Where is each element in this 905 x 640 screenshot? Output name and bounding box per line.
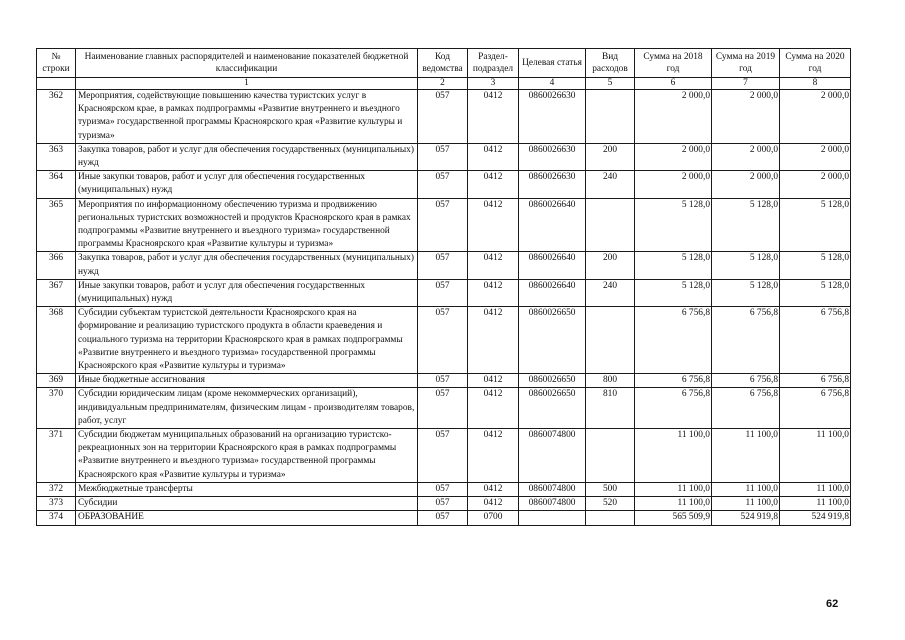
row-expense-type: 520: [586, 497, 635, 511]
row-name: Иные бюджетные ассигнования: [76, 374, 418, 388]
row-sum-2019: 5 128,0: [712, 279, 780, 306]
row-sum-2018: 11 100,0: [635, 429, 712, 483]
row-sum-2019: 2 000,0: [712, 171, 780, 198]
row-number: 374: [37, 511, 76, 525]
row-dept-code: 057: [418, 388, 468, 429]
row-sum-2020: 5 128,0: [780, 198, 851, 252]
page-number: 62: [826, 598, 839, 610]
row-name: Мероприятия, содействующие повышению качества туристских услуг в Красноярском крае, в рамках подпрограммы «Развитие внутреннего и въездного туризма» государственной программы Красноярского края «Развитие культуры и туризма»: [76, 90, 418, 144]
row-sum-2019: 6 756,8: [712, 388, 780, 429]
row-sum-2018: 5 128,0: [635, 198, 712, 252]
row-number: 362: [37, 90, 76, 144]
row-number: 363: [37, 143, 76, 170]
row-sum-2018: 11 100,0: [635, 497, 712, 511]
row-dept-code: 057: [418, 252, 468, 279]
row-sum-2020: 2 000,0: [780, 171, 851, 198]
row-sum-2020: 5 128,0: [780, 279, 851, 306]
table-row: [37, 252, 851, 279]
row-expense-type: 200: [586, 143, 635, 170]
row-name: Субсидии: [76, 497, 418, 511]
table-row: [37, 482, 851, 496]
row-dept-code: 057: [418, 143, 468, 170]
row-name: Субсидии субъектам туристской деятельности Красноярского края на формирование и реализацию туристского продукта в области краеведения и социального туризма на территории Красноярского края в рамках подпрограммы «Развитие внутреннего и въездного туризма» государственной программы Красноярского края «Развитие культуры и туризма»: [76, 307, 418, 374]
row-expense-type: 240: [586, 171, 635, 198]
row-expense-type: 800: [586, 374, 635, 388]
row-name: Иные закупки товаров, работ и услуг для обеспечения государственных (муниципальных) нужд: [76, 171, 418, 198]
table-row: [37, 429, 851, 483]
row-expense-type: 200: [586, 252, 635, 279]
row-target-item: 0860074800: [519, 497, 586, 511]
row-target-item: 0860026630: [519, 171, 586, 198]
row-dept-code: 057: [418, 429, 468, 483]
table-row: [37, 374, 851, 388]
row-sum-2019: 524 919,8: [712, 511, 780, 525]
column-number: 4: [519, 78, 586, 90]
table-row: [37, 307, 851, 374]
column-number: 6: [635, 78, 712, 90]
table-header-row: [37, 49, 851, 78]
row-sum-2018: 11 100,0: [635, 482, 712, 496]
row-dept-code: 057: [418, 90, 468, 144]
row-number: 364: [37, 171, 76, 198]
row-expense-type: [586, 198, 635, 252]
row-sum-2018: 6 756,8: [635, 307, 712, 374]
row-sum-2019: 6 756,8: [712, 307, 780, 374]
row-name: Закупка товаров, работ и услуг для обеспечения государственных (муниципальных) нужд: [76, 252, 418, 279]
row-section: 0412: [468, 90, 519, 144]
row-sum-2020: 6 756,8: [780, 388, 851, 429]
table-row: [37, 90, 851, 144]
row-target-item: [519, 511, 586, 525]
row-sum-2018: 5 128,0: [635, 279, 712, 306]
row-dept-code: 057: [418, 482, 468, 496]
row-sum-2020: 6 756,8: [780, 307, 851, 374]
row-target-item: 0860026630: [519, 90, 586, 144]
row-section: 0412: [468, 307, 519, 374]
row-name: Иные закупки товаров, работ и услуг для обеспечения государственных (муниципальных) нужд: [76, 279, 418, 306]
header-sum-2020: Сумма на 2020 год: [780, 49, 851, 78]
table-row: [37, 497, 851, 511]
row-target-item: 0860026650: [519, 374, 586, 388]
budget-table: [36, 48, 851, 526]
row-sum-2019: 11 100,0: [712, 429, 780, 483]
column-number-blank: [37, 78, 76, 90]
row-sum-2018: 2 000,0: [635, 171, 712, 198]
row-sum-2018: 6 756,8: [635, 374, 712, 388]
row-sum-2020: 2 000,0: [780, 143, 851, 170]
row-section: 0412: [468, 374, 519, 388]
row-number: 371: [37, 429, 76, 483]
header-sum-2019: Сумма на 2019 год: [712, 49, 780, 78]
row-expense-type: 500: [586, 482, 635, 496]
table-row: [37, 511, 851, 525]
column-number: 7: [712, 78, 780, 90]
row-sum-2019: 5 128,0: [712, 198, 780, 252]
row-name: Субсидии юридическим лицам (кроме некоммерческих организаций), индивидуальным предпринимателям, физическим лицам - производителям товаров, работ, услуг: [76, 388, 418, 429]
row-dept-code: 057: [418, 307, 468, 374]
row-sum-2019: 2 000,0: [712, 143, 780, 170]
row-sum-2020: 6 756,8: [780, 374, 851, 388]
table-row: [37, 279, 851, 306]
row-expense-type: [586, 307, 635, 374]
row-dept-code: 057: [418, 171, 468, 198]
row-name: ОБРАЗОВАНИЕ: [76, 511, 418, 525]
row-sum-2019: 11 100,0: [712, 497, 780, 511]
row-number: 373: [37, 497, 76, 511]
row-expense-type: [586, 511, 635, 525]
row-section: 0412: [468, 252, 519, 279]
row-target-item: 0860074800: [519, 429, 586, 483]
row-target-item: 0860026640: [519, 252, 586, 279]
header-row-number: № строки: [37, 49, 76, 78]
row-section: 0700: [468, 511, 519, 525]
row-target-item: 0860026640: [519, 198, 586, 252]
row-sum-2018: 2 000,0: [635, 90, 712, 144]
row-sum-2020: 5 128,0: [780, 252, 851, 279]
row-target-item: 0860026640: [519, 279, 586, 306]
row-target-item: 0860026650: [519, 388, 586, 429]
column-number-row: [37, 78, 851, 90]
column-number: 5: [586, 78, 635, 90]
row-dept-code: 057: [418, 497, 468, 511]
row-sum-2019: 5 128,0: [712, 252, 780, 279]
column-number: 2: [418, 78, 468, 90]
row-section: 0412: [468, 279, 519, 306]
row-number: 368: [37, 307, 76, 374]
row-expense-type: 810: [586, 388, 635, 429]
row-target-item: 0860074800: [519, 482, 586, 496]
header-name: Наименование главных распорядителей и наименование показателей бюджетной классификации: [76, 49, 418, 78]
row-number: 369: [37, 374, 76, 388]
row-expense-type: 240: [586, 279, 635, 306]
row-target-item: 0860026650: [519, 307, 586, 374]
row-sum-2020: 11 100,0: [780, 497, 851, 511]
row-number: 366: [37, 252, 76, 279]
header-sum-2018: Сумма на 2018 год: [635, 49, 712, 78]
row-expense-type: [586, 90, 635, 144]
row-number: 365: [37, 198, 76, 252]
row-number: 370: [37, 388, 76, 429]
row-dept-code: 057: [418, 279, 468, 306]
row-target-item: 0860026630: [519, 143, 586, 170]
row-sum-2018: 565 509,9: [635, 511, 712, 525]
table-row: [37, 198, 851, 252]
row-number: 367: [37, 279, 76, 306]
row-number: 372: [37, 482, 76, 496]
header-section: Раздел-подраздел: [468, 49, 519, 78]
row-section: 0412: [468, 388, 519, 429]
row-section: 0412: [468, 482, 519, 496]
row-sum-2020: 11 100,0: [780, 482, 851, 496]
row-sum-2018: 5 128,0: [635, 252, 712, 279]
row-sum-2019: 11 100,0: [712, 482, 780, 496]
row-name: Закупка товаров, работ и услуг для обеспечения государственных (муниципальных) нужд: [76, 143, 418, 170]
row-section: 0412: [468, 497, 519, 511]
row-sum-2018: 6 756,8: [635, 388, 712, 429]
row-dept-code: 057: [418, 374, 468, 388]
header-expense-type: Вид расходов: [586, 49, 635, 78]
row-section: 0412: [468, 171, 519, 198]
column-number: 8: [780, 78, 851, 90]
row-sum-2018: 2 000,0: [635, 143, 712, 170]
row-name: Субсидии бюджетам муниципальных образований на организацию туристско-рекреационных зон на территории Красноярского края в рамках подпрограммы «Развитие внутреннего и въездного туризма» государственной программы Красноярского края «Развитие культуры и туризма»: [76, 429, 418, 483]
row-section: 0412: [468, 143, 519, 170]
column-number: 1: [76, 78, 418, 90]
row-section: 0412: [468, 198, 519, 252]
row-dept-code: 057: [418, 511, 468, 525]
row-sum-2020: 2 000,0: [780, 90, 851, 144]
table-row: [37, 143, 851, 170]
table-row: [37, 388, 851, 429]
header-dept-code: Код ведомства: [418, 49, 468, 78]
row-expense-type: [586, 429, 635, 483]
row-sum-2019: 2 000,0: [712, 90, 780, 144]
row-name: Мероприятия по информационному обеспечению туризма и продвижению региональных туристских возможностей и продуктов Красноярского края в рамках подпрограммы «Развитие внутреннего и въездного туризма» государственной программы Красноярского края «Развитие культуры и туризма»: [76, 198, 418, 252]
header-target-item: Целевая статья: [519, 49, 586, 78]
row-sum-2019: 6 756,8: [712, 374, 780, 388]
row-dept-code: 057: [418, 198, 468, 252]
table-row: [37, 171, 851, 198]
row-section: 0412: [468, 429, 519, 483]
row-name: Межбюджетные трансферты: [76, 482, 418, 496]
row-sum-2020: 524 919,8: [780, 511, 851, 525]
column-number: 3: [468, 78, 519, 90]
row-sum-2020: 11 100,0: [780, 429, 851, 483]
